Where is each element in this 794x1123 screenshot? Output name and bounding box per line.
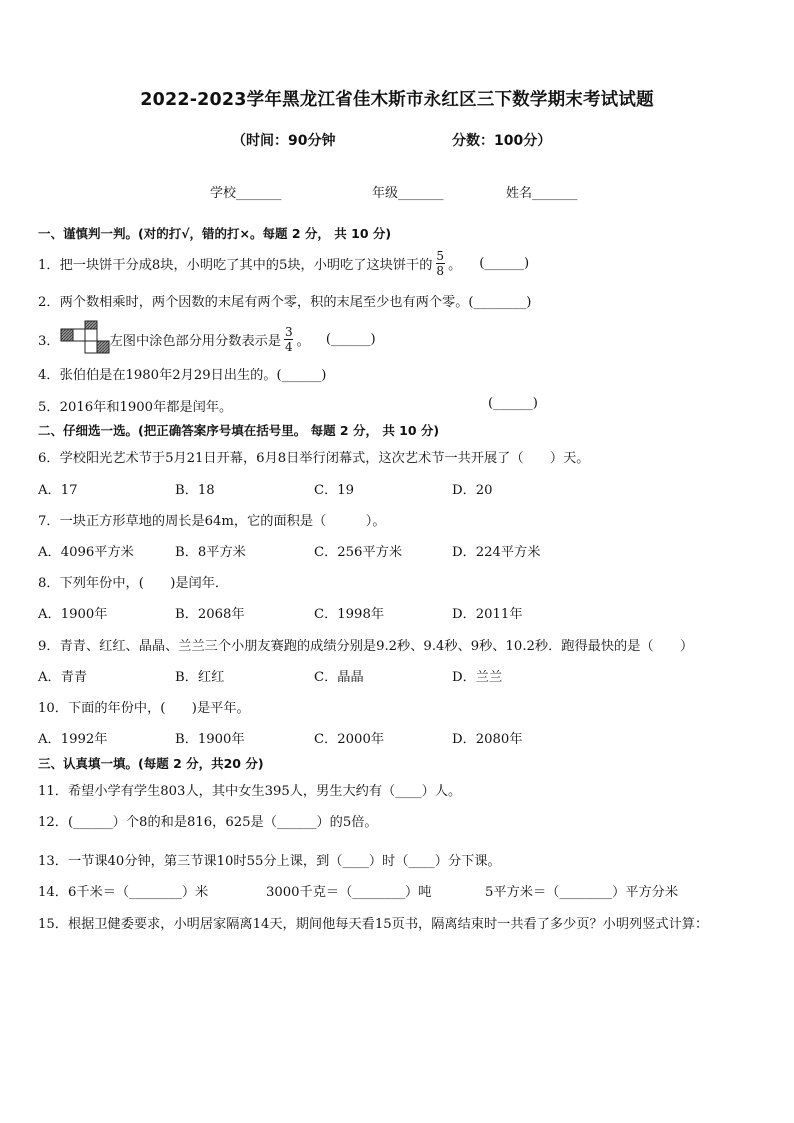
fraction-5-8: $\frac{5}{8}$ bbox=[436, 249, 445, 278]
exam-time: （时间：90分钟 bbox=[232, 133, 336, 149]
q10-option-d: D．2080年 bbox=[452, 732, 523, 747]
question-14-part-a: 14．6千米＝（________）米 bbox=[38, 885, 209, 900]
question-6: 6．学校阳光艺术节于5月21日开幕，6月8日举行闭幕式，这次艺术节一共开展了（ ）天。 bbox=[38, 451, 590, 466]
question-14-part-c: 5平方米＝（________）平方分米 bbox=[485, 885, 679, 900]
question-9: 9．青青、红红、晶晶、兰兰三个小朋友赛跑的成绩分别是9.2秒、9.4秒、9秒、10.2秒．跑得最快的是（ ） bbox=[38, 639, 694, 654]
answer-blank-5: (______) bbox=[488, 396, 538, 411]
section1-heading: 一、谨慎判一判。(对的打√，错的打×。每题 2 分， 共 10 分) bbox=[38, 226, 392, 241]
q7-option-c: C．256平方米 bbox=[314, 545, 403, 560]
exam-score: 分数：100分） bbox=[452, 133, 552, 149]
question-1: 1．把一块饼干分成8块，小明吃了其中的5块，小明吃了这块饼干的 $\frac{5}{8}$ 。 (______) bbox=[38, 249, 530, 278]
question-14-part-b: 3000千克＝（________）吨 bbox=[266, 885, 432, 900]
question-3-text: 左图中涂色部分用分数表示是 bbox=[109, 333, 282, 349]
page-title: 2022-2023学年黑龙江省佳木斯市永红区三下数学期末考试试题 bbox=[140, 90, 654, 110]
grade-field: 年级_______ bbox=[372, 186, 444, 201]
section3-heading: 三、认真填一填。(每题 2 分，共20 分) bbox=[38, 756, 264, 771]
question-8: 8．下列年份中，( )是闰年． bbox=[38, 576, 229, 591]
q9-option-a: A．青青 bbox=[38, 670, 88, 685]
q8-option-c: C．1998年 bbox=[314, 607, 385, 622]
question-7: 7．一块正方形草地的周长是64m，它的面积是（ ）。 bbox=[38, 514, 386, 529]
q9-option-c: C．晶晶 bbox=[314, 670, 364, 685]
q8-option-d: D．2011年 bbox=[452, 607, 523, 622]
q10-option-a: A．1992年 bbox=[38, 732, 108, 747]
question-15: 15．根据卫健委要求，小明居家隔离14天，期间他每天看15页书，隔离结束时一共看了多少页？小明列竖式计算： bbox=[38, 917, 709, 932]
answer-blank-3: (______) bbox=[325, 331, 376, 347]
question-2: 2．两个数相乘时，两个因数的末尾有两个零，积的末尾至少也有两个零。(________) bbox=[38, 295, 532, 310]
q8-option-b: B．2068年 bbox=[175, 607, 245, 622]
q9-option-b: B．红红 bbox=[175, 670, 225, 685]
q7-option-d: D．224平方米 bbox=[452, 545, 541, 560]
q7-option-b: B．8平方米 bbox=[175, 545, 246, 560]
school-field: 学校_______ bbox=[210, 186, 282, 201]
question-12: 12．(______）个8的和是816，625是（______）的5倍。 bbox=[38, 815, 378, 830]
shaded-squares-figure bbox=[60, 320, 110, 358]
q8-option-a: A．1900年 bbox=[38, 607, 108, 622]
question-1-text: 1．把一块饼干分成8块，小明吃了其中的5块，小明吃了这块饼干的 bbox=[38, 258, 433, 273]
q10-option-b: B．1900年 bbox=[175, 732, 245, 747]
q9-option-d: D．兰兰 bbox=[452, 670, 503, 685]
q10-option-c: C．2000年 bbox=[314, 732, 385, 747]
q6-option-d: D．20 bbox=[452, 483, 493, 498]
fraction-3-4: $\frac{3}{4}$ bbox=[285, 324, 293, 354]
question-5: 5．2016年和1900年都是闰年。 bbox=[38, 400, 233, 415]
question-13: 13．一节课40分钟，第三节课10时55分上课，到（____）时（____）分下课。 bbox=[38, 854, 501, 869]
q6-option-a: A．17 bbox=[38, 483, 78, 498]
q6-option-b: B．18 bbox=[175, 483, 215, 498]
question-3: 3． 左图中涂色部分用分数表示是 $\frac{3}{4}$ 。 (______) bbox=[38, 320, 376, 358]
question-4: 4．张伯伯是在1980年2月29日出生的。(______) bbox=[38, 368, 327, 383]
name-field: 姓名_______ bbox=[506, 186, 578, 201]
q7-option-a: A．4096平方米 bbox=[38, 545, 134, 560]
section2-heading: 二、仔细选一选。(把正确答案序号填在括号里。 每题 2 分， 共 10 分) bbox=[38, 423, 440, 438]
answer-blank-1: (______) bbox=[479, 256, 530, 271]
question-10: 10．下面的年份中，( )是平年。 bbox=[38, 701, 250, 716]
q6-option-c: C．19 bbox=[314, 483, 355, 498]
question-11: 11．希望小学有学生803人，其中女生395人，男生大约有（____）人。 bbox=[38, 784, 462, 799]
